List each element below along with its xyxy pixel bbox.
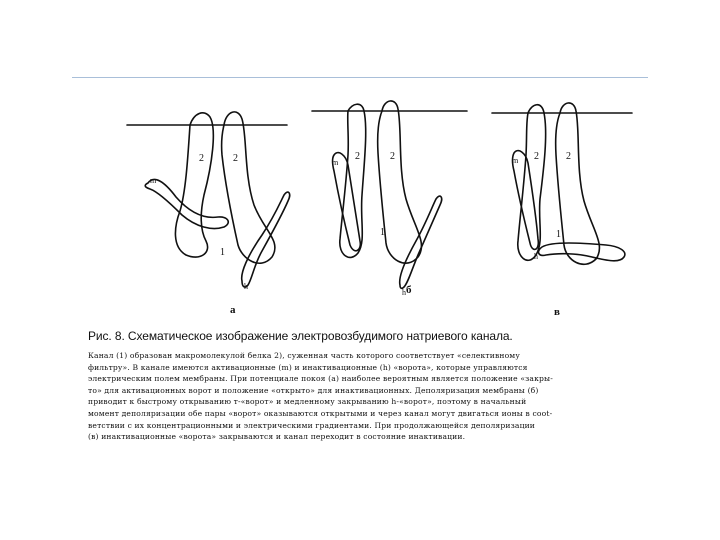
m-gate-label-a: m — [150, 176, 157, 185]
channel-subunit-left-a — [175, 113, 213, 257]
panel-b-diagram — [312, 101, 467, 297]
channel-subunit-right-c — [556, 103, 600, 264]
h-gate-label-b: h — [402, 288, 406, 297]
caption-line: ветствии с их концентрационными и электрическими градиентами. При продолжающейся деполяризации — [88, 420, 536, 430]
subunit-label-2-left-c: 2 — [534, 151, 539, 162]
caption-line: Канал (1) образован макромолекулой белка 2), суженная часть которого соответствует «селективному — [88, 351, 520, 360]
caption-line: электрическим полем мембраны. При потенциале покоя (а) наиболее вероятным является положение «закры- — [88, 374, 553, 384]
h-gate-label-a: h — [244, 282, 248, 291]
figure-caption-title: Рис. 8. Схематическое изображение электровозбудимого натриевого канала. — [88, 329, 513, 343]
subunit-label-2-right-b: 2 — [390, 151, 395, 162]
m-gate-a — [145, 179, 228, 228]
h-gate-a — [242, 192, 290, 287]
panel-label-c: в — [554, 306, 560, 318]
channel-subunit-left-b — [340, 104, 366, 257]
channel-label-1-b: 1 — [380, 227, 385, 238]
channel-label-1-c: 1 — [556, 229, 561, 240]
panel-label-b: б — [406, 284, 412, 296]
h-gate-label-c: h — [534, 252, 538, 261]
subunit-label-2-left-b: 2 — [355, 151, 360, 162]
m-gate-label-c: m — [512, 156, 519, 165]
caption-line: приводит к быстрому открыванию т-«ворот» и медленному закрыванию h-«ворот», поэтому в начальный — [88, 397, 527, 407]
subunit-label-2-right-c: 2 — [566, 151, 571, 162]
caption-line: (в) инактивационные «ворота» закрываются и канал переходит в состояние инактивации. — [88, 432, 466, 442]
subunit-label-2-left-a: 2 — [199, 153, 204, 164]
m-gate-label-b: m — [332, 158, 339, 167]
caption-line: то» для активационных ворот и положение «открыто» для инактивационных. Деполяризация мембраны (б) — [88, 385, 539, 395]
sodium-channel-figure — [72, 95, 648, 325]
subunit-label-2-right-a: 2 — [233, 153, 238, 164]
panel-label-a: а — [230, 304, 236, 316]
figure-caption-body — [88, 350, 644, 443]
channel-subunit-right-b — [378, 101, 422, 263]
caption-line: фильтру». В канале имеются активационные (m) и инактивационные (h) «ворота», которые управляются — [88, 362, 528, 372]
panel-a-diagram — [127, 112, 290, 316]
caption-line: момент деполяризации обе пары «ворот» оказываются открытыми и через канал могут двигаться ионы в сoot- — [88, 408, 553, 418]
top-divider-line — [72, 77, 648, 78]
channel-illustration — [72, 95, 648, 325]
channel-label-1-a: 1 — [220, 247, 225, 258]
h-gate-c — [539, 243, 625, 261]
panel-c-diagram — [492, 103, 632, 318]
